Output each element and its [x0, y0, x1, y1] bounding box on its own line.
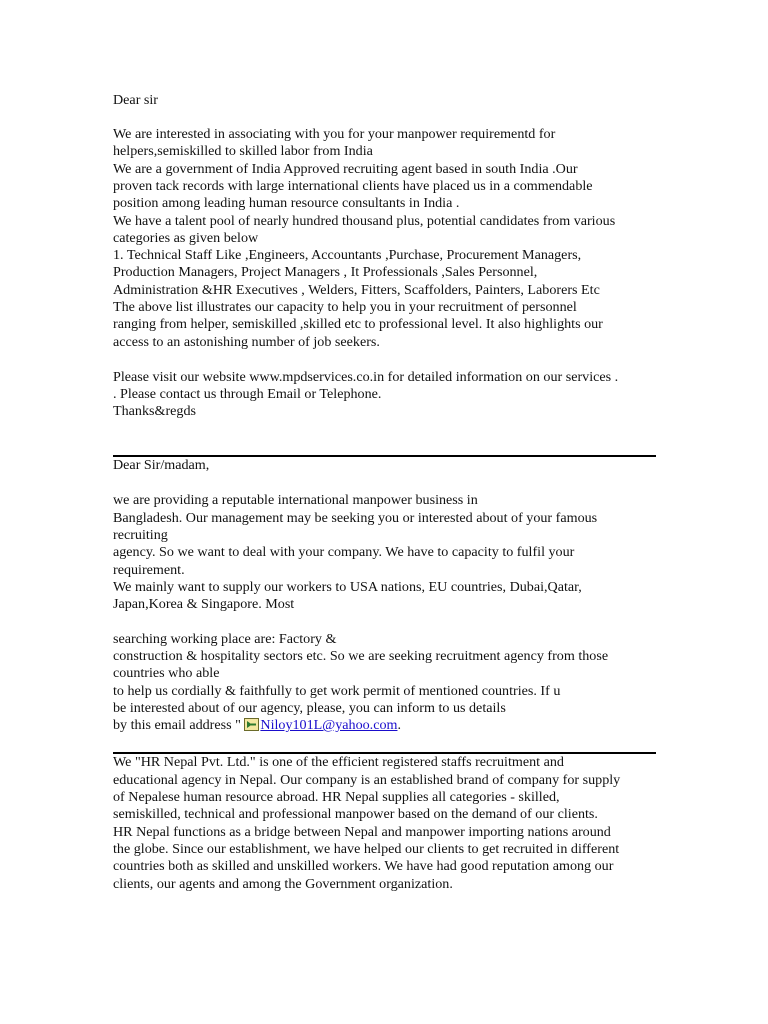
email-link[interactable]: Niloy101L@yahoo.com	[260, 717, 398, 733]
letter-india-line: Administration &HR Executives , Welders, Fitters, Scaffolders, Painters, Laborers Etc	[113, 282, 600, 298]
letter-nepal-line: educational agency in Nepal. Our company is an established brand of company for supply	[113, 772, 621, 788]
letter-bangladesh-email-line	[113, 717, 401, 734]
letter-nepal-line: of Nepalese human resource abroad. HR Nepal supplies all categories - skilled,	[113, 789, 560, 805]
letter-bangladesh-line: we are providing a reputable international manpower business in	[113, 492, 478, 508]
letter-india-line: We have a talent pool of nearly hundred thousand plus, potential candidates from various	[113, 213, 616, 229]
letter-india-line: helpers,semiskilled to skilled labor from India	[113, 143, 373, 159]
letter-bangladesh-line: requirement.	[113, 562, 185, 578]
letter-bangladesh-line: recruiting	[113, 527, 168, 543]
letter-nepal-line: clients, our agents and among the Government organization.	[113, 876, 453, 892]
letter-india-closing: Thanks&regds	[113, 403, 196, 419]
letter-india-line: The above list illustrates our capacity to help you in your recruitment of personnel	[113, 299, 577, 315]
letter-bangladesh-line: to help us cordially & faithfully to get work permit of mentioned countries. If u	[113, 683, 561, 699]
letter-nepal-line: the globe. Since our establishment, we have helped our clients to get recruited in different	[113, 841, 620, 857]
letter-india-line: access to an astonishing number of job seekers.	[113, 334, 380, 350]
letter-india-salutation: Dear sir	[113, 92, 158, 108]
letter-india-website-line: . Please contact us through Email or Telephone.	[113, 386, 382, 402]
letter-india-line: We are interested in associating with you for your manpower requirementd for	[113, 126, 556, 142]
letter-india-line: categories as given below	[113, 230, 259, 246]
letter-nepal-line: We "HR Nepal Pvt. Ltd." is one of the efficient registered staffs recruitment and	[113, 754, 564, 770]
letter-india-line: Production Managers, Project Managers , It Professionals ,Sales Personnel,	[113, 264, 538, 280]
letter-nepal-line: countries both as skilled and unskilled workers. We have had good reputation among our	[113, 858, 614, 874]
letter-bangladesh-salutation: Dear Sir/madam,	[113, 457, 210, 473]
letter-india-line: We are a government of India Approved recruiting agent based in south India .Our	[113, 161, 578, 177]
letter-bangladesh-line: be interested about of our agency, please, you can inform to us details	[113, 700, 506, 716]
letter-india-line: ranging from helper, semiskilled ,skilled etc to professional level. It also highlights our	[113, 316, 603, 332]
letter-bangladesh-line: We mainly want to supply our workers to USA nations, EU countries, Dubai,Qatar,	[113, 579, 582, 595]
letter-india-line: 1. Technical Staff Like ,Engineers, Accountants ,Purchase, Procurement Managers,	[113, 247, 582, 263]
letter-bangladesh-line: construction & hospitality sectors etc. So we are seeking recruitment agency from those	[113, 648, 609, 664]
letter-bangladesh-line: Bangladesh. Our management may be seeking you or interested about of your famous	[113, 510, 598, 526]
letter-india-line: proven tack records with large international clients have placed us in a commendable	[113, 178, 593, 194]
letter-bangladesh-line: countries who able	[113, 665, 220, 681]
letter-nepal-line: HR Nepal functions as a bridge between Nepal and manpower importing nations around	[113, 824, 611, 840]
letter-bangladesh-line: searching working place are: Factory &	[113, 631, 337, 647]
letter-bangladesh-line: Japan,Korea & Singapore. Most	[113, 596, 295, 612]
letter-india-website-line: Please visit our website www.mpdservices.co.in for detailed information on our services .	[113, 369, 619, 385]
email-suffix: .	[397, 717, 402, 733]
email-prefix: by this email address "	[113, 717, 245, 733]
letter-nepal-line: semiskilled, technical and professional manpower based on the demand of our clients.	[113, 806, 598, 822]
letter-bangladesh-line: agency. So we want to deal with your company. We have to capacity to fulfil your	[113, 544, 575, 560]
email-link-icon[interactable]	[244, 718, 259, 731]
letter-india-line: position among leading human resource consultants in India .	[113, 195, 460, 211]
